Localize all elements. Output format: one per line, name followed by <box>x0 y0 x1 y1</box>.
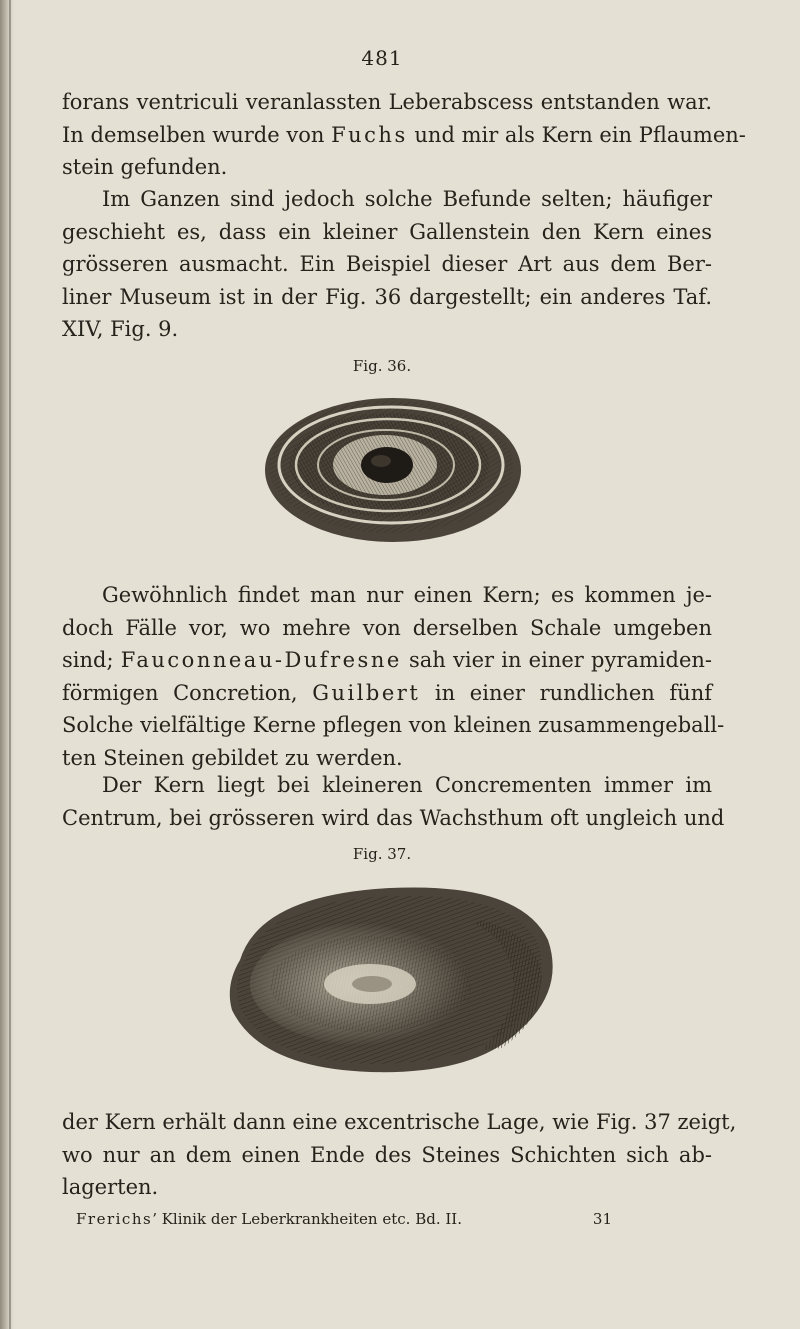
paragraph-5 <box>62 1106 737 1204</box>
text-line: Im Ganzen sind jedoch solche Befunde selten; häufiger <box>102 187 712 211</box>
page-footer <box>76 1210 612 1228</box>
text-line: wo nur an dem einen Ende des Steines Schichten sich ab- <box>62 1142 712 1167</box>
emphasized-name: Fauconneau-Dufresne <box>120 648 402 672</box>
figure-36-gallstone-illustration <box>255 385 525 550</box>
figure-37-caption: Fig. 37. <box>352 845 412 863</box>
text-line: geschieht es, dass ein kleiner Gallenstein den Kern eines <box>62 219 712 244</box>
text-line <box>62 119 746 152</box>
paragraph-4 <box>62 769 725 834</box>
text-segment: in einer rundlichen fünf <box>420 680 712 705</box>
figure-36-caption: Fig. 36. <box>352 357 412 375</box>
figure-37-gallstone-illustration <box>220 880 560 1080</box>
text-line: Der Kern liegt bei kleineren Concrementen immer im <box>102 773 712 797</box>
footer-signature <box>76 1210 462 1228</box>
text-segment: sah vier in einer pyramiden- <box>401 648 712 672</box>
text-line <box>62 644 712 677</box>
text-line: forans ventriculi veranlassten Leberabscess entstanden war. <box>62 90 712 114</box>
footer-title: ’ Klinik der Leberkrankheiten etc. Bd. II. <box>152 1210 462 1228</box>
paragraph-2 <box>62 183 712 346</box>
text-line: Solche vielfältige Kerne pflegen von kleinen zusammengeball- <box>62 713 725 737</box>
text-line: lagerten. <box>62 1175 159 1199</box>
text-line: XIV, Fig. 9. <box>62 317 179 341</box>
page-spine-line <box>9 0 11 1329</box>
emphasized-name: Guilbert <box>312 680 421 705</box>
text-line: stein gefunden. <box>62 155 228 179</box>
text-line: Gewöhnlich findet man nur einen Kern; es kommen je- <box>102 583 712 607</box>
text-line: doch Fälle vor, wo mehre von derselben Schale umgeben <box>62 615 712 640</box>
page-edge-shadow <box>0 0 14 1329</box>
paragraph-1 <box>62 86 746 184</box>
text-segment: und mir als Kern ein Pflaumen- <box>407 122 746 147</box>
text-line: grösseren ausmacht. Ein Beispiel dieser Art aus dem Ber- <box>62 252 712 276</box>
footer-author: Frerichs <box>76 1210 153 1228</box>
text-segment: sind; <box>62 648 121 672</box>
paragraph-3 <box>62 579 725 774</box>
text-line: Centrum, bei grösseren wird das Wachsthum oft ungleich und <box>62 805 725 830</box>
text-segment: In demselben wurde von <box>62 122 332 147</box>
text-line: der Kern erhält dann eine excentrische Lage, wie Fig. 37 zeigt, <box>62 1110 737 1134</box>
page-number: 481 <box>361 46 403 70</box>
text-line <box>62 677 712 710</box>
footer-sheet-number: 31 <box>592 1210 612 1228</box>
text-segment: förmigen Concretion, <box>62 680 313 705</box>
text-line: liner Museum ist in der Fig. 36 dargestellt; ein anderes Taf. <box>62 284 712 309</box>
emphasized-name: Fuchs <box>331 122 408 147</box>
text-line: ten Steinen gebildet zu werden. <box>62 745 403 770</box>
